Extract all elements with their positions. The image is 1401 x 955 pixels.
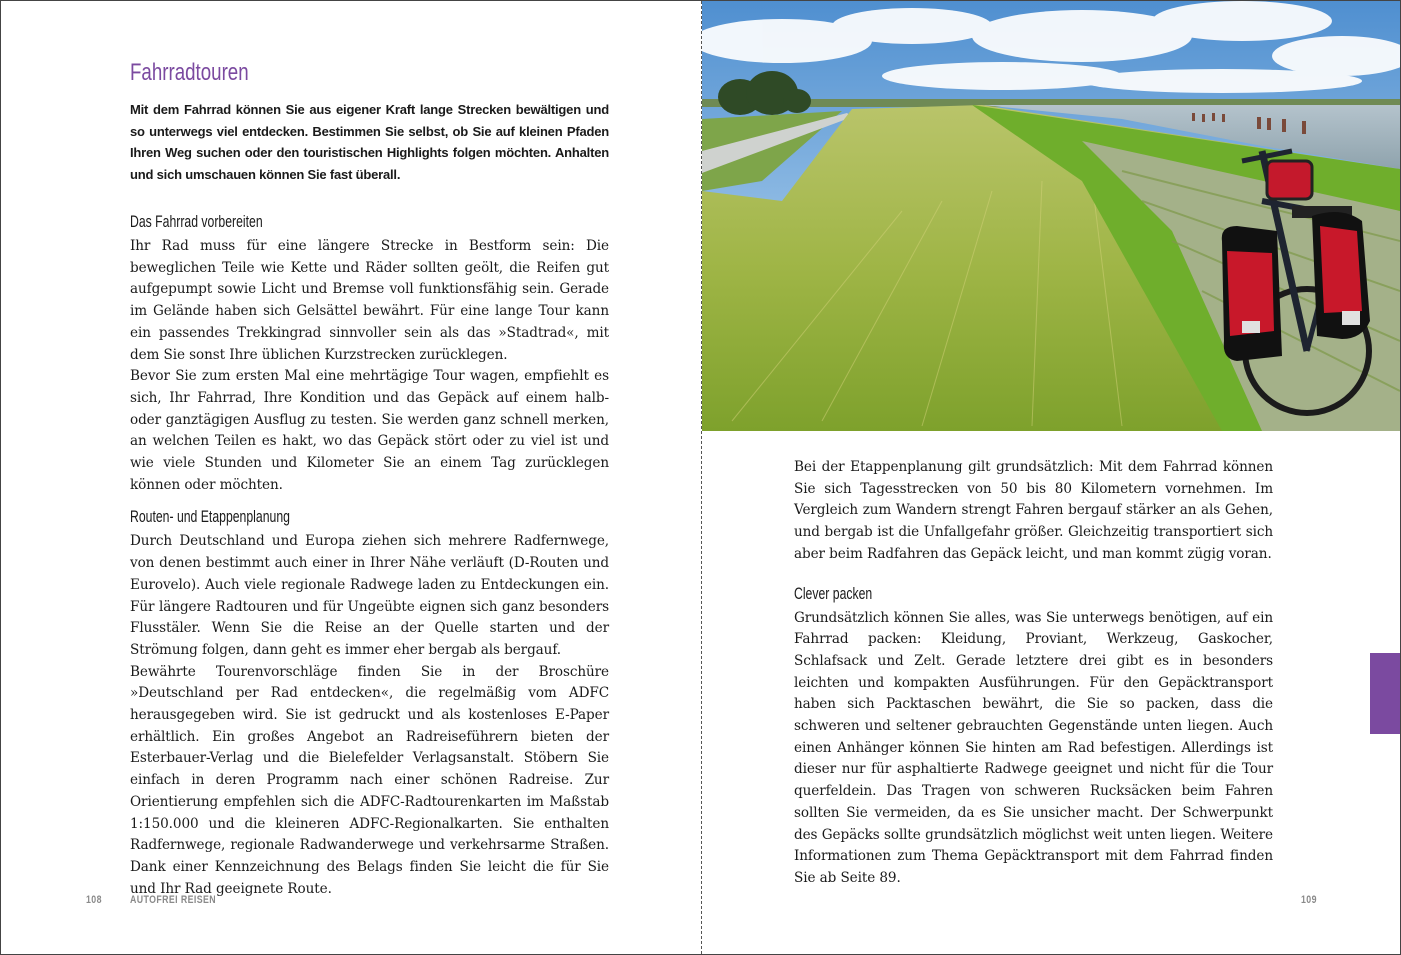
paragraph: Bei der Etappenplanung gilt grundsätzlich: Mit dem Fahrrad können Sie sich Tagesstrecken von 50 bis 80 Kilometern vornehmen. Im Vergleich zum Wandern strengt Fahren bergauf stärker an als Gehen, und bergab ist die Unfallgefahr größer. Gleichzeitig transportiert sich aber beim Radfahren das Gepäck leicht, und man kommt zügig voran. <box>794 459 1273 562</box>
paragraph: Durch Deutschland und Europa ziehen sich mehrere Radfernwege, von denen bestimmt auch einer in Ihrer Nähe verläuft (D-Routen und Eurovelo). Auch viele regionale Radwege laden zu Entdeckungen ein. Für längere Radtouren und für Ungeübte eignen sich ganz besonders Flusstäler. Wenn Sie die Reise an der Quelle starten und der Strömung folgen, dann geht es immer eher bergab als bergauf. <box>130 533 609 658</box>
running-head: AUTOFREI REISEN <box>130 894 217 906</box>
gutter-fold-line <box>701 1 702 954</box>
landscape-bicycle-image <box>702 1 1400 431</box>
paragraph: Grundsätzlich können Sie alles, was Sie unterwegs benötigen, auf ein Fahrrad packen: Kleidung, Proviant, Werkzeug, Gaskocher, Schlafsack und Zelt. Gerade letztere drei gibt es in besonders leichten und kompakten Ausführungen. Für den Gepäcktransport haben sich Packtaschen bewährt, die Sie so packen, dass die schweren und seltener gebrauchten Gegenstände unten liegen. Auch einen Anhänger können Sie hinten am Rad befestigen. Allerdings ist dieser nur für asphaltierte Radwege geeignet und nicht für die Tour querfeldein. Das Tragen von schweren Rucksäcken beim Fahren sollten Sie vermeiden, da es Sie unsicher macht. Der Schwerpunkt des Gepäcks sollte grundsätzlich möglichst weit unten liegen. Weitere Informationen zum Thema Gepäcktransport mit dem Fahrrad finden Sie ab Seite 89. <box>794 609 1273 886</box>
chapter-tab-marker <box>1370 653 1400 734</box>
section-heading-clever-packing: Clever packen <box>794 583 873 603</box>
paragraph: Ihr Rad muss für eine längere Strecke in Bestform sein: Die beweglichen Teile wie Kette und Räder sollten geölt, die Reifen gut aufgepumpt sowie Licht und Bremse voll funktionsfähig sein. Gerade im Gelände haben sich Gelsättel bewährt. Für eine lange Tour kann ein passendes Trekkingrad sinnvoller sein als das »Stadtrad«, mit dem Sie sonst Ihre üblichen Kurzstrecken zurücklegen. <box>130 238 609 363</box>
paragraph: Bewährte Tourenvorschläge finden Sie in der Broschüre »Deutschland per Rad entdecken«, die regelmäßig vom ADFC herausgegeben wird. Sie ist gedruckt und als kostenloses E-Paper erhältlich. Ein großes Angebot an Radreiseführern bieten der Esterbauer-Verlag und die Bielefelder Verlagsanstalt. Stöbern Sie einfach in deren Programm nach einer schönen Radreise. Zur Orientierung empfehlen sich die ADFC-Radtourenkarten im Maßstab 1:150.000 und die kleineren ADFC-Regionalkarten. Sie enthalten Radfernwege, regionale Radwanderwege und verkehrsarme Straßen. Dank einer Kennzeichnung des Belags finden Sie leicht die für Sie und Ihr Rad geeignete Route. <box>130 663 609 897</box>
left-page-column <box>130 57 609 900</box>
page-number-right: 109 <box>1301 894 1317 906</box>
intro-paragraph: Mit dem Fahrrad können Sie aus eigener Kraft lange Strecken bewältigen und so unterwegs viel entdecken. Bestimmen Sie selbst, ob Sie auf kleinen Pfaden Ihren Weg suchen oder den touristischen Highlights folgen möchten. Anhalten und sich umschauen können Sie fast überall. <box>130 102 609 182</box>
page-number-left: 108 <box>86 894 102 906</box>
page-title: Fahrradtouren <box>130 59 249 86</box>
section-heading-route-planning: Routen- und Etappenplanung <box>130 507 290 527</box>
section-heading-prepare-bike: Das Fahrrad vorbereiten <box>130 212 263 231</box>
cyclist-dike-photo <box>702 1 1400 431</box>
paragraph: Bevor Sie zum ersten Mal eine mehrtägige Tour wagen, empfiehlt es sich, Ihr Fahrrad, Ihre Kondition und das Gepäck auf einem halb- oder ganztägigen Ausflug zu testen. Sie werden ganz schnell merken, an welchen Teilen es hakt, wo das Gepäck stört oder zu viel ist und wie viele Stunden und Kilometer Sie an einem Tag zurücklegen können oder möchten. <box>130 368 609 493</box>
right-page-column <box>794 457 1273 890</box>
